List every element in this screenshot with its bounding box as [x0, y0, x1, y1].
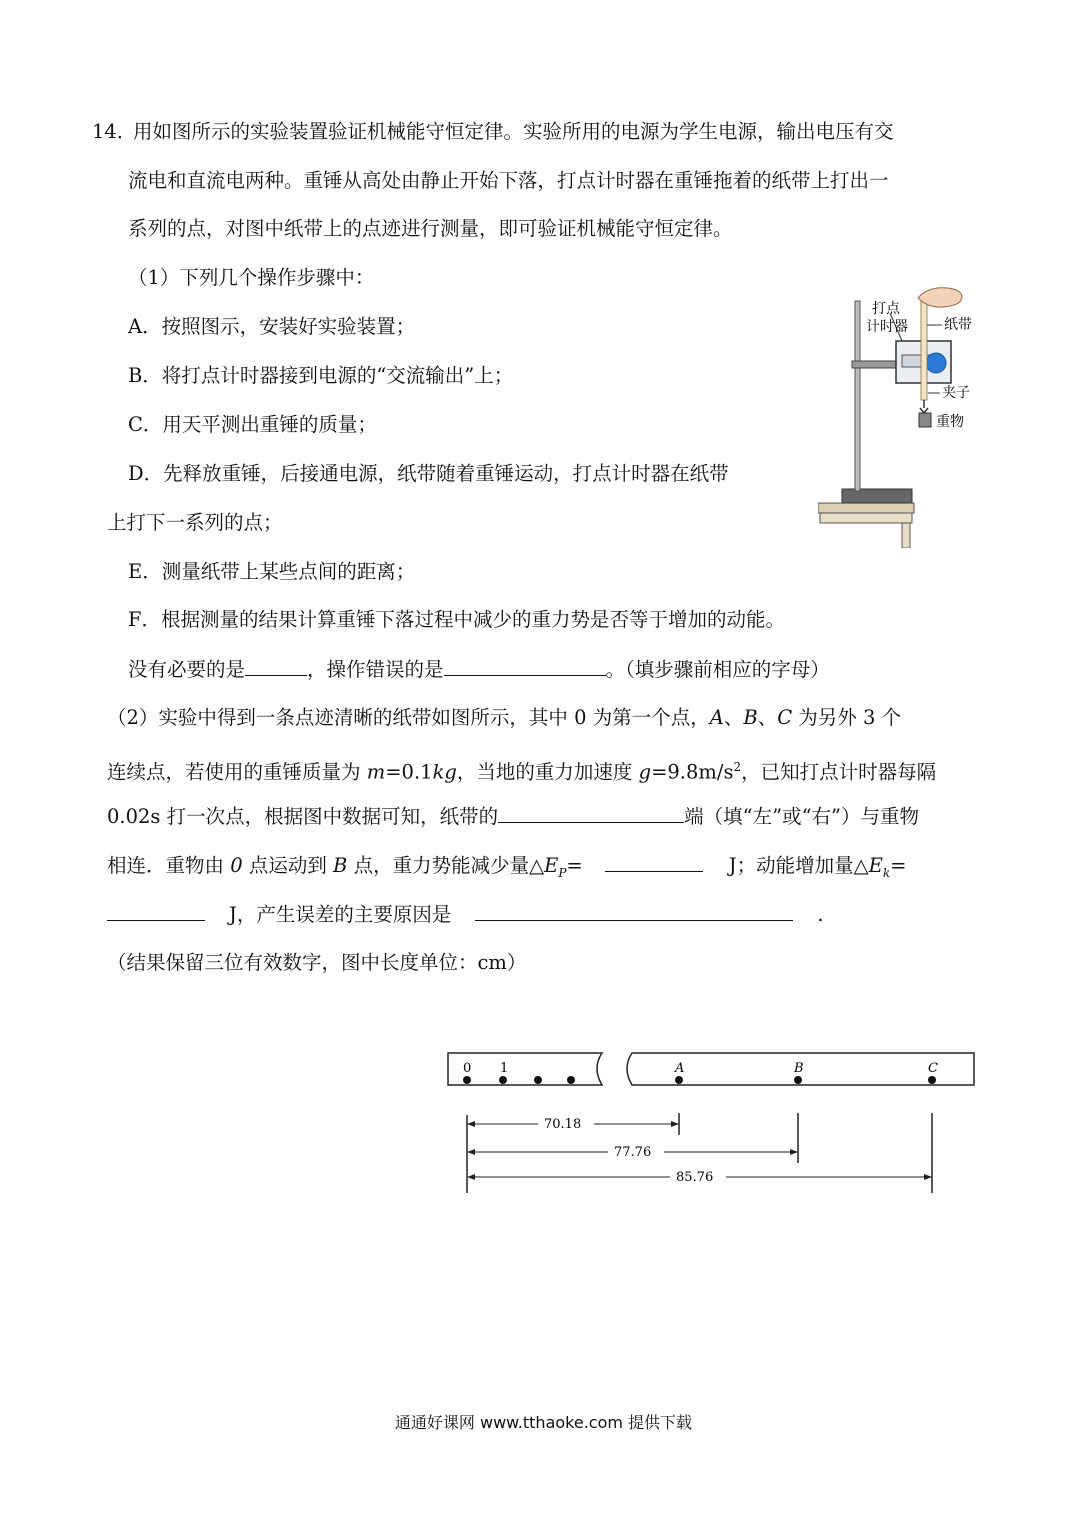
clamp-arm — [852, 361, 898, 368]
clip-icon — [920, 408, 928, 413]
p2-text: 为另外 3 个 — [792, 706, 902, 729]
apparatus-figure — [818, 283, 983, 548]
g-exponent: 2 — [733, 760, 742, 774]
p2-text: J，产生误差的主要原因是 — [229, 903, 452, 926]
ep-symbol: E — [544, 854, 559, 877]
step-c: C．用天平测出重锤的质量； — [128, 413, 377, 436]
point-c-label: C — [777, 706, 793, 729]
point-a-label: A — [709, 706, 724, 729]
label-1: 1 — [500, 1061, 509, 1076]
p2-sep: 、 — [757, 706, 778, 729]
answer-blank-ek[interactable] — [107, 900, 205, 921]
label-0: 0 — [463, 1061, 472, 1076]
part2-line-3 — [107, 802, 919, 831]
dim-label-b: 77.76 — [614, 1145, 652, 1160]
step-a: A．按照图示，安装好实验装置； — [128, 315, 416, 338]
step-b: B．将打点计时器接到电源的“交流输出”上； — [128, 364, 514, 387]
dot-1 — [499, 1076, 507, 1084]
footer-credit: 通通好课网 www.tthaoke.com 提供下载 — [394, 1413, 693, 1432]
step-d-line-2: 上打下一系列的点； — [107, 511, 283, 534]
intro-line-3: 系列的点，对图中纸带上的点迹进行测量，即可验证机械能守恒定律。 — [128, 217, 733, 240]
p2-text: 点，重力势能减少量△ — [347, 854, 545, 877]
timer-label-2: 计时器 — [866, 319, 908, 335]
q1-text-a: 没有必要的是 — [128, 658, 246, 681]
intro-line-2: 流电和直流电两种。重锤从高处由静止开始下落，打点计时器在重锤拖着的纸带上打出一 — [128, 169, 889, 192]
p2-sep: 、 — [723, 706, 744, 729]
answer-blank-error-reason[interactable] — [475, 900, 793, 921]
p2-text: 点运动到 — [242, 854, 334, 877]
timer-disc — [926, 353, 946, 373]
p2-text: （2）实验中得到一条点迹清晰的纸带如图所示，其中 0 为第一个点， — [107, 706, 710, 729]
p2-text: 相连．重物由 — [107, 854, 231, 877]
dot-2 — [534, 1076, 542, 1084]
step-d-line-1: D．先释放重锤，后接通电源，纸带随着重锤运动，打点计时器在纸带 — [128, 462, 729, 485]
dot-3 — [567, 1076, 575, 1084]
dim-label-a: 70.18 — [544, 1117, 582, 1132]
point-0-label: 0 — [230, 854, 243, 877]
intro-line-1: 用如图所示的实验装置验证机械能守恒定律。实验所用的电源为学生电源，输出电压有交 — [133, 120, 894, 143]
ek-symbol: E — [868, 854, 883, 877]
table-top — [818, 503, 914, 513]
p2-text: 连续点，若使用的重锤质量为 — [107, 760, 367, 784]
answer-blank-ep[interactable] — [605, 851, 703, 872]
p2-text: = — [566, 854, 583, 877]
part1-question — [128, 655, 830, 684]
step-e: E．测量纸带上某些点间的距离； — [128, 560, 416, 583]
p2-text: 端（填“左”或“右”）与重物 — [684, 805, 920, 828]
part2-note: （结果保留三位有效数字，图中长度单位：cm） — [107, 951, 527, 974]
part1-heading: （1）下列几个操作步骤中： — [128, 266, 375, 289]
mass-value: =0.1 — [385, 760, 433, 784]
dim-label-c: 85.76 — [676, 1170, 714, 1185]
tape-figure — [440, 1045, 980, 1205]
paper-tape — [921, 295, 927, 400]
dot-c — [928, 1076, 936, 1084]
p2-text: . — [817, 903, 824, 926]
weight-block — [919, 413, 931, 427]
p2-text: ，已知打点计时器每隔 — [741, 760, 937, 784]
timer-label-1: 打点 — [872, 301, 900, 317]
table-edge — [820, 513, 912, 523]
part2-line-4 — [107, 851, 906, 887]
question-number: 14． — [92, 120, 137, 143]
label-b: B — [794, 1061, 804, 1076]
part2-line-5 — [107, 900, 824, 929]
point-b-label: B — [333, 854, 348, 877]
tape-label: 纸带 — [944, 317, 972, 333]
q1-text-c: 。（填步骤前相应的字母） — [605, 658, 830, 681]
g-value: =9.8m/s — [651, 760, 734, 784]
p2-text: 0.02s 打一次点，根据图中数据可知，纸带的 — [107, 805, 499, 828]
answer-blank-unnecessary[interactable] — [245, 655, 307, 676]
g-symbol: g — [638, 760, 652, 784]
q1-text-b: ，操作错误的是 — [307, 658, 444, 681]
table-leg — [902, 523, 910, 548]
label-a: A — [675, 1061, 685, 1076]
mass-symbol: m — [366, 760, 386, 784]
p2-text: = — [890, 854, 907, 877]
part2-line-2 — [107, 753, 936, 787]
stand-base — [842, 489, 912, 503]
weight-label: 重物 — [936, 414, 964, 430]
mass-unit: kg — [432, 760, 457, 784]
p2-text: J；动能增加量△ — [728, 854, 869, 877]
step-f: F．根据测量的结果计算重锤下落过程中减少的重力势是否等于增加的动能。 — [128, 608, 786, 631]
answer-blank-wrong-step[interactable] — [444, 655, 606, 676]
dot-b — [794, 1076, 802, 1084]
dot-0 — [463, 1076, 471, 1084]
clip-label: 夹子 — [942, 385, 970, 401]
point-b-label: B — [743, 706, 758, 729]
ek-subscript: k — [882, 865, 891, 880]
p2-text: ，当地的重力加速度 — [456, 760, 639, 784]
part2-line-1 — [107, 704, 901, 732]
answer-blank-tape-end[interactable] — [498, 802, 684, 823]
label-c: C — [928, 1061, 938, 1076]
stand-pole — [855, 301, 860, 491]
ep-subscript: P — [558, 865, 567, 880]
dot-a — [675, 1076, 683, 1084]
